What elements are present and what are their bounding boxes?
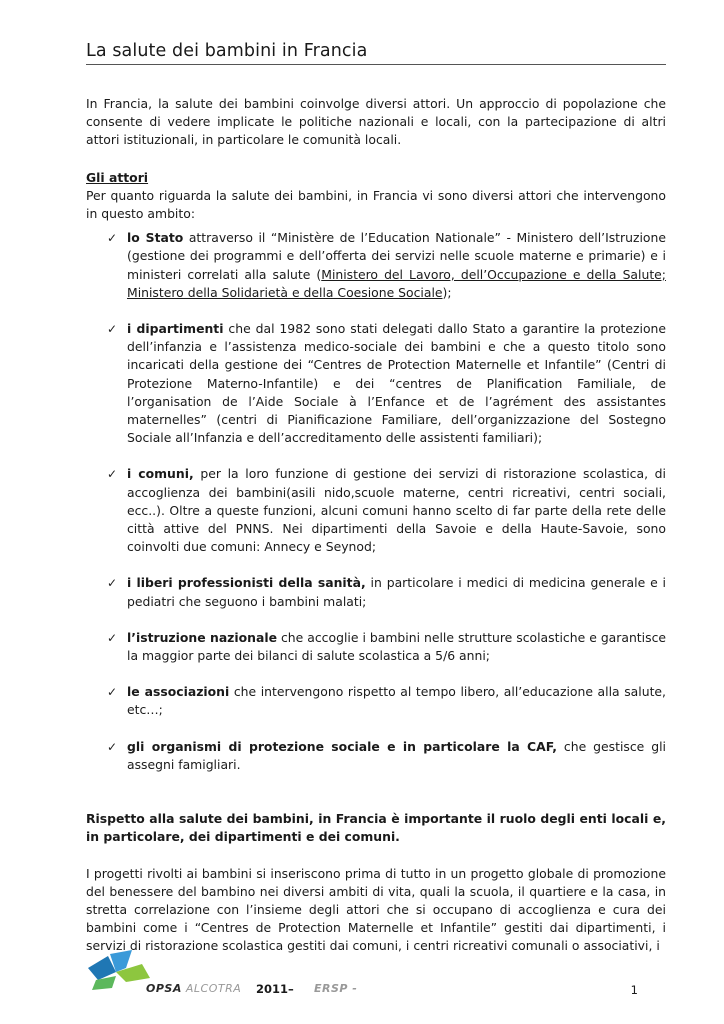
page-footer — [86, 950, 666, 1000]
logo-wordmark — [146, 982, 241, 995]
list-item — [86, 320, 666, 447]
list-item — [86, 683, 666, 719]
section-heading-text: Gli attori — [86, 169, 149, 185]
list-item — [86, 738, 666, 774]
footer-year: 2011– — [256, 982, 294, 996]
actor-description: che accoglie i bambini nelle strutture scolastiche e garantisce la maggior parte dei bilanci di salute scolastica a 5/6 anni; — [127, 629, 667, 664]
actor-name: gli organismi di protezione sociale e in particolare la CAF, — [127, 738, 557, 754]
check-icon: ✓ — [107, 322, 118, 337]
emphasis-paragraph: Rispetto alla salute dei bambini, in Francia è importante il ruolo degli enti locali e, in particolare, dei dipartimenti e dei comuni. — [86, 811, 666, 845]
actor-name: lo Stato — [127, 230, 184, 246]
page-number: 1 — [630, 983, 638, 997]
document-body — [86, 95, 666, 956]
footer-ersp: ERSP - — [314, 982, 358, 995]
check-icon: ✓ — [107, 630, 118, 645]
actor-description: che intervengono rispetto al tempo libero, all’educazione alla salute, etc…; — [127, 684, 666, 718]
intro-paragraph: In Francia, la salute dei bambini coinvolge diversi attori. Un approccio di popolazione che consente di vedere implicate le politiche nazionali e locali, con la partecipazione di altri attori istituzionali, in particolare le comunità locali. — [86, 96, 666, 148]
actor-description: per la loro funzione di gestione dei servizi di ristorazione scolastica, di accoglienza dei bambini(asili nido,scuole materne, centri ricreativi, centri sociali, ecc..). Oltre a queste funzioni, alcuni comuni hanno scelto di far parte della rete delle città attive del PNNS. Nei dipartimenti della Savoie e della Haute-Savoie, sono coinvolti due comuni: Annecy e Seynod; — [127, 466, 666, 555]
closing-paragraph: I progetti rivolti ai bambini si inseriscono prima di tutto in un progetto globale di promozione del benessere del bambino nei diversi ambiti di vita, quali la scuola, il quartiere e la casa, in stretta correlazione con l’insieme degli attori che si occupano di accoglienza e cura dei bambini come i “Centres de Protection Maternelle et Infantile” gestiti dai dipartimenti, i servizi di ristorazione scolastica gestiti dai comuni, i centri ricreativi comunali o associativi, i — [86, 865, 666, 954]
actor-description-end: ); — [442, 284, 452, 300]
actor-name: i comuni, — [127, 466, 194, 482]
logo-alcotra-text: ALCOTRA — [185, 982, 242, 995]
logo-opsa-text: OPSA — [146, 982, 182, 995]
actor-name: i dipartimenti — [127, 321, 224, 337]
actor-name: i liberi professionisti della sanità, — [127, 575, 366, 591]
ministry-link[interactable]: Ministero del Lavoro, dell’Occupazione e della Salute; Ministero della Solidarietà e della Coesione Sociale — [127, 266, 666, 300]
actor-description: che dal 1982 sono stati delegati dallo Stato a garantire la protezione dell’infanzia e l’assistenza medico-sociale dei bambini e che a questo titolo sono incaricati della gestione dei “Centres de Protection Maternelle et Infantile” (Centri di Protezione Materno-Infantile) e dei “centres de Planification Familiale, de l’organisation de l’Aide Sociale à l’Enfance et de l’agrément des assistantes maternelles” (centri di Pianificazione Familiare, dell’organizzazione del Sostegno Sociale all’Infanzia e dell’accreditamento delle assistenti familiari); — [127, 321, 667, 446]
actor-name: le associazioni — [127, 684, 230, 700]
list-item — [86, 574, 666, 610]
check-icon: ✓ — [107, 231, 118, 246]
list-item — [86, 629, 666, 665]
actor-description: che gestisce gli assegni famigliari. — [127, 738, 667, 772]
page-title: La salute dei bambini in Francia — [86, 40, 666, 65]
actor-description: in particolare i medici di medicina generale e i pediatri che seguono i bambini malati; — [127, 575, 666, 609]
actor-name: l’istruzione nazionale — [127, 629, 277, 645]
check-icon: ✓ — [107, 685, 118, 700]
check-icon: ✓ — [107, 739, 118, 754]
actors-list — [86, 229, 666, 774]
section-heading — [86, 169, 666, 187]
list-item — [86, 229, 666, 302]
section-intro: Per quanto riguarda la salute dei bambini, in Francia vi sono diversi attori che intervengono in questo ambito: — [86, 187, 666, 222]
check-icon: ✓ — [107, 576, 118, 591]
actor-description: attraverso il “Ministère de l’Education Nationale” - Ministero dell’Istruzione (gestione dei programmi e dell’offerta dei servizi nelle scuole materne e primarie) e i ministeri correlati alla salute ( — [127, 230, 666, 282]
check-icon: ✓ — [107, 467, 118, 482]
list-item — [86, 465, 666, 556]
